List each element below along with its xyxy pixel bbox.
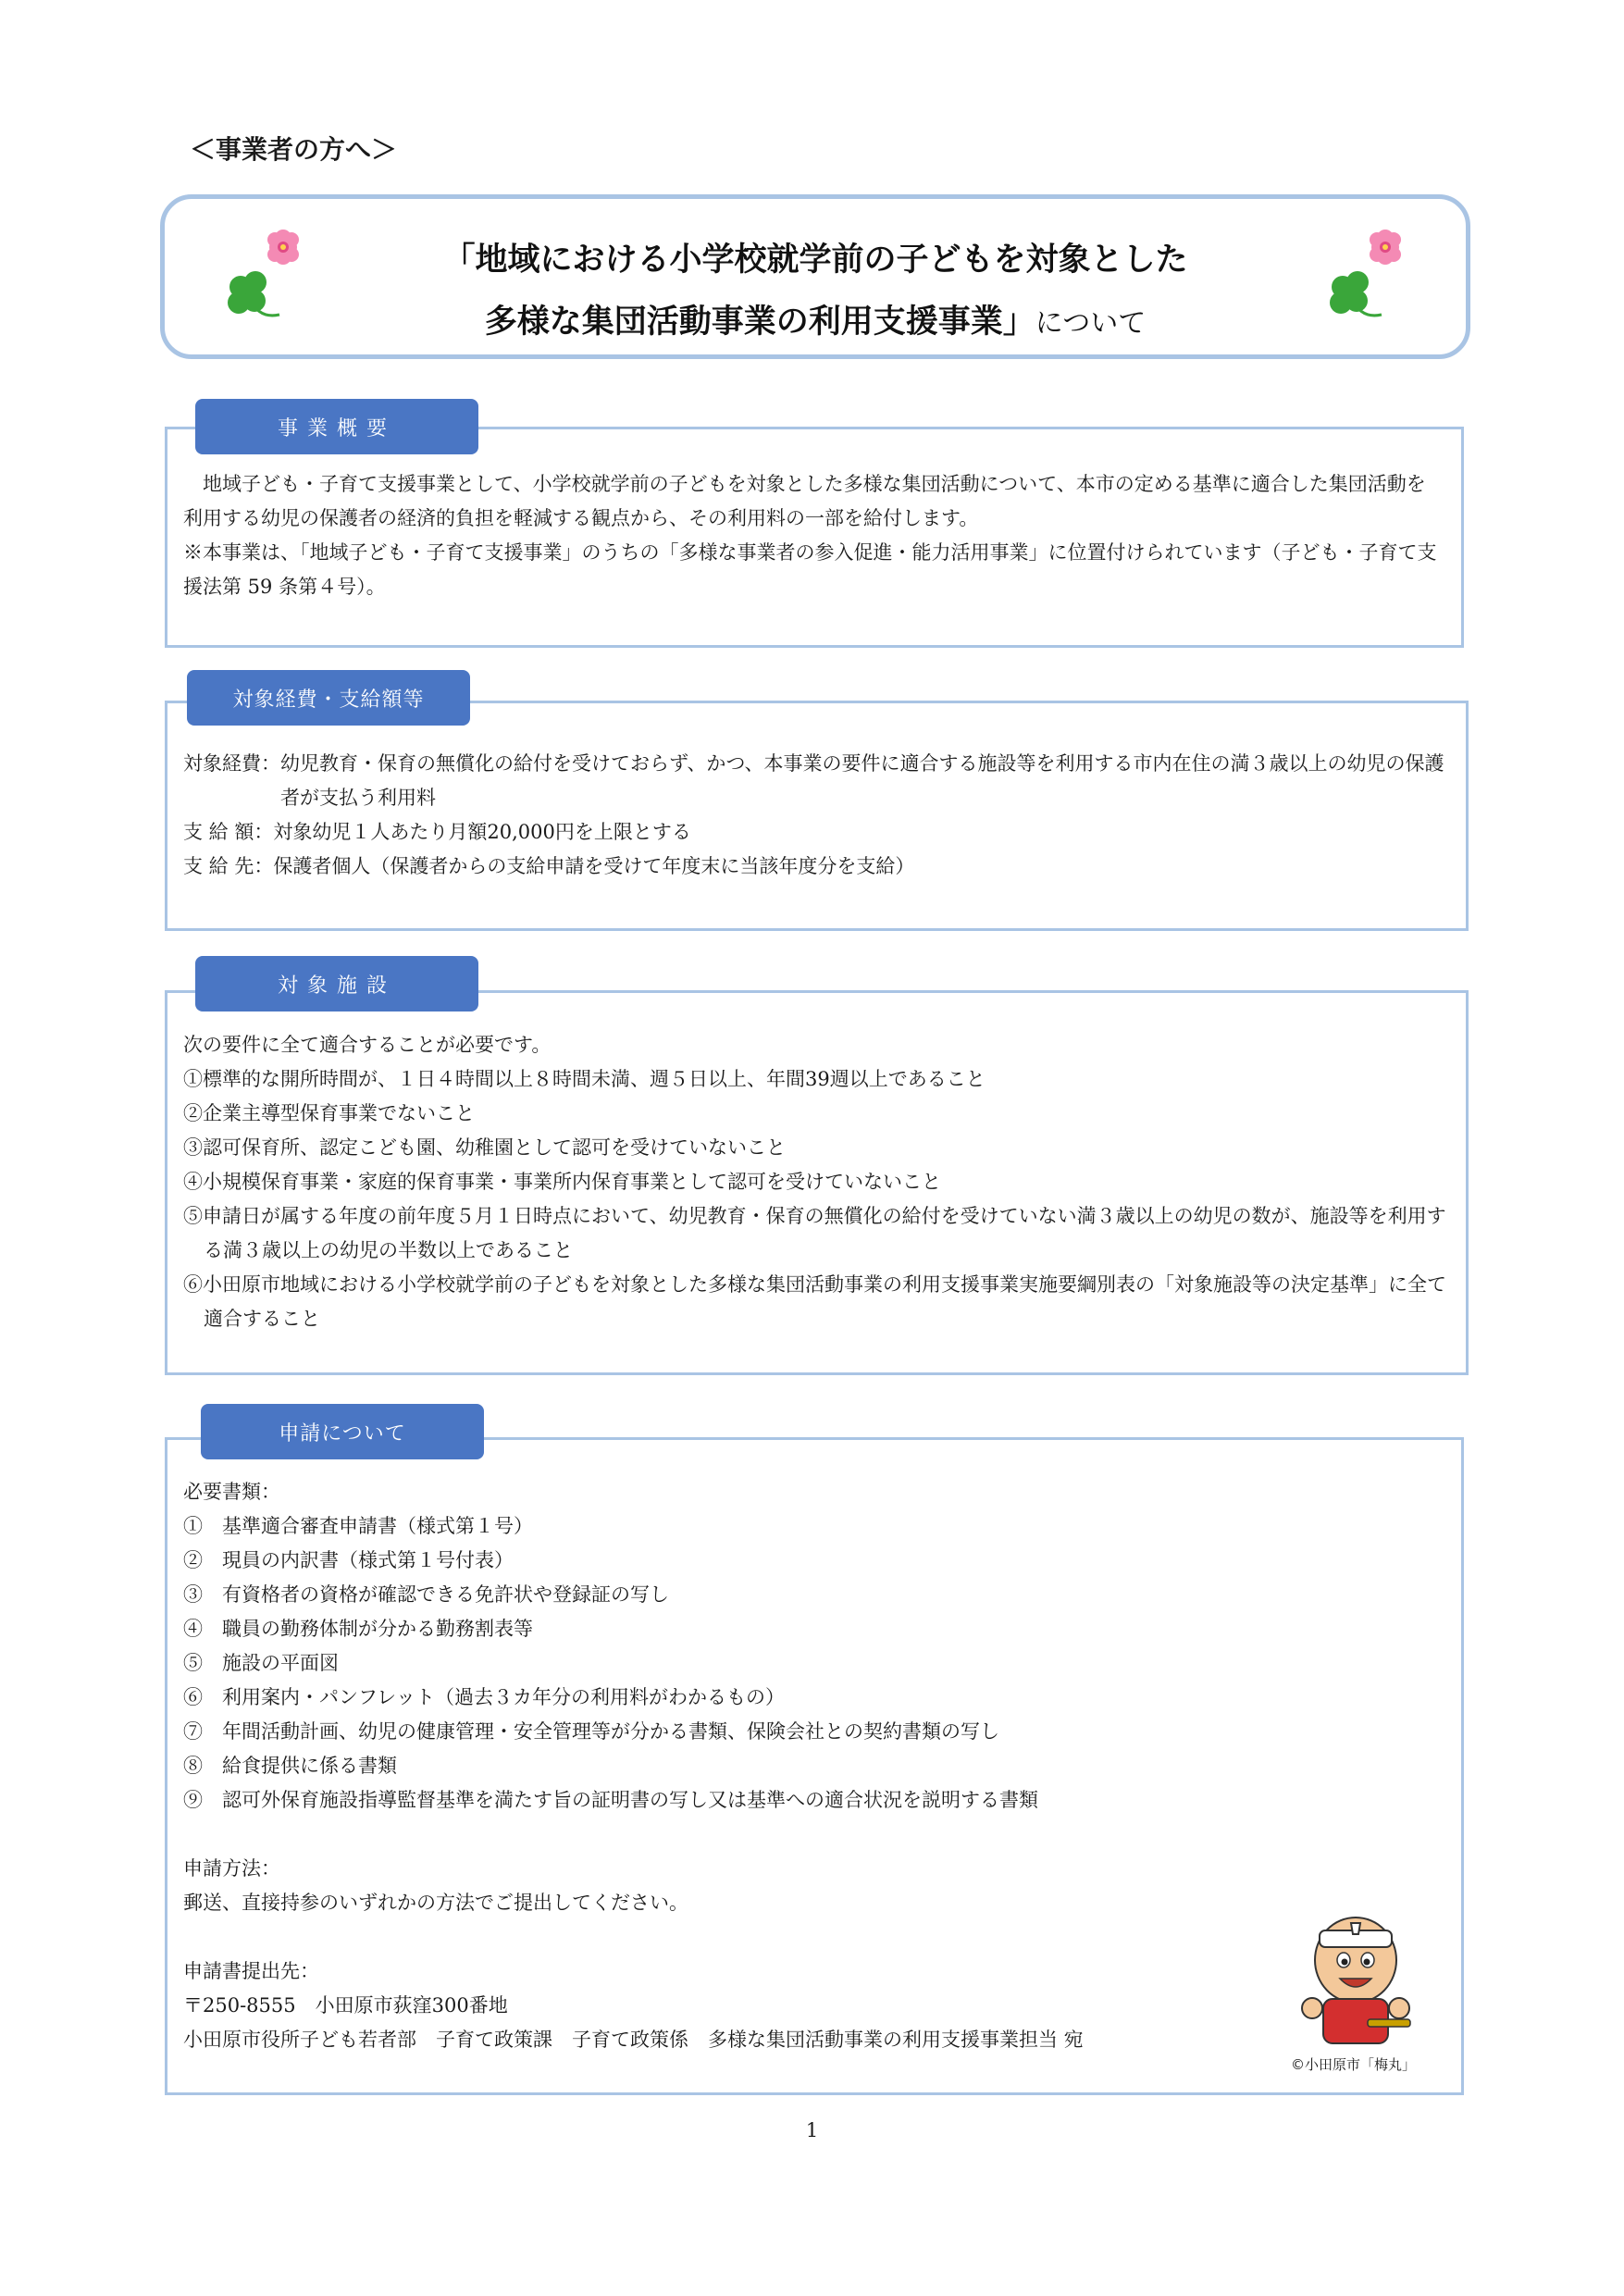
facilities-body xyxy=(183,1028,1447,1336)
required-doc: ④ 職員の勤務体制が分かる勤務割表等 xyxy=(183,1618,533,1640)
page-number: 1 xyxy=(805,2119,819,2141)
required-doc: ⑨ 認可外保育施設指導監督基準を満たす旨の証明書の写し又は基準への適合状況を説明する書類 xyxy=(183,1789,1038,1811)
overview-paragraph-1: 地域子ども・子育て支援事業として、小学校就学前の子どもを対象とした多様な集団活動について、本市の定める基準に適合した集団活動を利用する幼児の保護者の経済的負担を軽減する観点から、その利用料の一部を給付します。 xyxy=(183,473,1426,529)
required-doc: ⑤ 施設の平面図 xyxy=(183,1652,339,1674)
title-line-1: 「地域における小学校就学前の子どもを対象とした xyxy=(442,242,1188,279)
facility-requirement: ②企業主導型保育事業でないこと xyxy=(183,1102,475,1124)
required-doc: ③ 有資格者の資格が確認できる免許状や登録証の写し xyxy=(183,1583,669,1606)
cost-label: 支 給 先： xyxy=(183,855,274,877)
overview-tab: 事業概要 xyxy=(195,399,478,454)
required-doc: ② 現員の内訳書（様式第１号付表） xyxy=(183,1549,514,1571)
facility-requirement: ③認可保育所、認定こども園、幼稚園として認可を受けていないこと xyxy=(183,1136,786,1159)
costs-tab: 対象経費・支給額等 xyxy=(187,670,470,726)
destination-label: 申請書提出先： xyxy=(183,1960,319,1982)
title-line-2-main: 多様な集団活動事業の利用支援事業」 xyxy=(484,304,1035,341)
cost-item xyxy=(183,850,1451,884)
cost-label: 対象経費： xyxy=(183,752,280,775)
office-address: 小田原市役所子ども若者部 子育て政策課 子育て政策係 多様な集団活動事業の利用支援事業担当 宛 xyxy=(183,2029,1084,2051)
overview-paragraph-2: ※本事業は、「地域子ども・子育て支援事業」のうちの「多様な事業者の参入促進・能力活用事業」に位置付けられています（子ども・子育て支援法第 59 条第４号）。 xyxy=(183,541,1437,598)
facilities-intro: 次の要件に全て適合することが必要です。 xyxy=(183,1034,552,1056)
title-line-2-suffix: について xyxy=(1035,307,1147,340)
required-doc: ⑥ 利用案内・パンフレット（過去３カ年分の利用料がわかるもの） xyxy=(183,1686,785,1708)
facility-requirement: ①標準的な開所時間が、１日４時間以上８時間未満、週５日以上、年間39週以上であること xyxy=(183,1068,986,1090)
title-box xyxy=(160,194,1470,359)
cost-value: 幼児教育・保育の無償化の給付を受けておらず、かつ、本事業の要件に適合する施設等を利用する市内在住の満３歳以上の幼児の保護者が支払う利用料 xyxy=(280,752,1444,809)
application-body xyxy=(183,1475,1257,2057)
facilities-tab: 対象施設 xyxy=(195,956,478,1011)
facility-requirement: ⑥小田原市地域における小学校就学前の子どもを対象とした多様な集団活動事業の利用支援事業実施要綱別表の「対象施設等の決定基準」に全て適合すること xyxy=(183,1273,1446,1330)
page-heading: ＜事業者の方へ＞ xyxy=(190,134,398,165)
costs-body xyxy=(183,747,1451,884)
docs-label: 必要書類： xyxy=(183,1481,280,1503)
overview-body xyxy=(183,467,1444,604)
cost-item xyxy=(183,747,1451,815)
mascot-umemaru-icon xyxy=(1286,1906,1425,2053)
mascot-credit: ©小田原市「梅丸」 xyxy=(1291,2056,1417,2073)
cost-label: 支 給 額： xyxy=(183,821,274,843)
title-line-2 xyxy=(165,296,1466,342)
cost-value: 対象幼児１人あたり月額20,000円を上限とする xyxy=(273,821,691,843)
required-doc: ① 基準適合審査申請書（様式第１号） xyxy=(183,1515,533,1537)
cost-value: 保護者個人（保護者からの支給申請を受けて年度末に当該年度分を支給） xyxy=(273,855,915,877)
method-text: 郵送、直接持参のいずれかの方法でご提出してください。 xyxy=(183,1892,688,1914)
required-doc: ⑦ 年間活動計画、幼児の健康管理・安全管理等が分かる書類、保険会社との契約書類の写し xyxy=(183,1720,999,1743)
facility-requirement: ④小規模保育事業・家庭的保育事業・事業所内保育事業として認可を受けていないこと xyxy=(183,1171,941,1193)
required-doc: ⑧ 給食提供に係る書類 xyxy=(183,1755,397,1777)
postal-address: 〒250-8555 小田原市荻窪300番地 xyxy=(183,1994,508,2017)
cost-item xyxy=(183,815,1451,850)
application-tab: 申請について xyxy=(201,1404,484,1459)
facility-requirement: ⑤申請日が属する年度の前年度５月１日時点において、幼児教育・保育の無償化の給付を受けていない満３歳以上の幼児の数が、施設等を利用する満３歳以上の幼児の半数以上であること xyxy=(183,1205,1446,1261)
method-label: 申請方法： xyxy=(183,1857,280,1880)
